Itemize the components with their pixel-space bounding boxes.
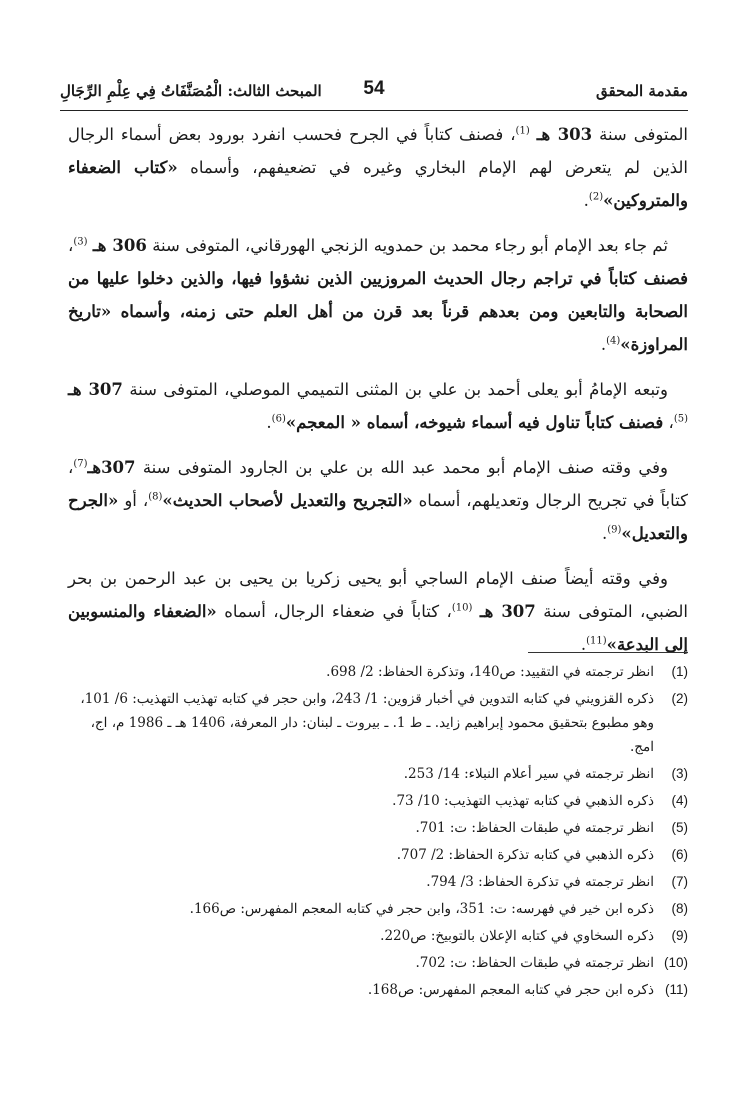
footnote: (8) ذكره ابن خير في فهرسه: ت: 351، وابن حجر في كتابه المعجم المفهرس: ص166. (189, 901, 688, 917)
footnote: (6) ذكره الذهبي في كتابه تذكرة الحفاظ: 2/ 707. (396, 847, 688, 863)
main-text (68, 118, 688, 673)
paragraph: ثم جاء بعد الإمام أبو رجاء محمد بن حمدويه الزنجي الهورقاني، المتوفى سنة 306 هـ $^{(3)}$، فصنف كتاباً في تراجم رجال الحديث المروزيين الذين نشؤوا فيها، والذين دخلوا عليها من الصحابة والتابعين ومن بعدهم قرناً بعد قرن من أهل العلم حتى زمنه، وأسماه «تاريخ المراوزة»$^{(4)}$. (68, 236, 688, 354)
footnote-divider (528, 652, 688, 653)
footnote: (5) انظر ترجمته في طبقات الحفاظ: ت: 701. (415, 820, 688, 836)
footnote: (3) انظر ترجمته في سير أعلام النبلاء: 14/ 253. (403, 766, 688, 782)
section-title: المبحث الثالث: الْمُصَنَّفَاتُ فِي عِلْمِ الرِّجَالِ (60, 82, 322, 100)
footnote: (4) ذكره الذهبي في كتابه تهذيب التهذيب: 10/ 73. (392, 793, 688, 809)
paragraph: وفي وقته صنف الإمام أبو محمد عبد الله بن علي بن الجارود المتوفى سنة 307هـ$^{(7)}$، كتاباً في تجريح الرجال وتعديلهم، أسماه «التجريح والتعديل لأصحاب الحديث»$^{(8)}$، أو «الجرح والتعديل»$^{(9)}$. (68, 458, 688, 543)
paragraph: وتبعه الإمامُ أبو يعلى أحمد بن علي بن المثنى التميمي الموصلي، المتوفى سنة 307 هـ $^{(5)}$، فصنف كتاباً تناول فيه أسماء شيوخه، أسماه « المعجم»$^{(6)}$. (68, 380, 688, 432)
footnote: (2) ذكره القزويني في كتابه التدوين في أخبار قزوين: 1/ 243، وابن حجر في كتابه تهذيب التهذيب: 6/ 101، وهو مطبوع بتحقيق محمود إبراهيم زايد. ـ ط 1. ـ بيروت ـ لبنان: دار المعرفة، 1406 هـ ـ 1986 م، اج، امج. (80, 691, 688, 755)
page-number: 54 (363, 78, 385, 99)
footnote: (11) ذكره ابن حجر في كتابه المعجم المفهرس: ص168. (367, 982, 688, 998)
footnote: (10) انظر ترجمته في طبقات الحفاظ: ت: 702. (415, 955, 688, 971)
footnote-ref: (2) (588, 191, 604, 203)
footnote-ref: (8) (148, 491, 163, 503)
footnote-ref: (1) (515, 125, 530, 137)
header-divider (60, 110, 688, 111)
footnote-ref: (11) (586, 635, 607, 647)
footnotes (68, 660, 688, 1005)
footnote-ref: (7) (73, 458, 88, 470)
footnote: (9) ذكره السخاوي في كتابه الإعلان بالتوبيخ: ص220. (380, 928, 688, 944)
footnote: (7) انظر ترجمته في تذكرة الحفاظ: 3/ 794. (426, 874, 688, 890)
footnote-ref: (6) (271, 413, 286, 425)
footnote-ref: (4) (606, 335, 621, 347)
footnote-ref: (9) (607, 524, 622, 536)
paragraph: وفي وقته أيضاً صنف الإمام الساجي أبو يحيى زكريا بن يحيى بن عبد الرحمن بن بحر الضبي، المتوفى سنة 307 هـ $^{(10)}$، كتاباً في ضعفاء الرجال، أسماه «الضعفاء والمنسوبين إلى البدعة»$^{(11)}$. (68, 569, 689, 654)
chapter-title: مقدمة المحقق (596, 82, 688, 100)
paragraph: المتوفى سنة 303 هـ $^{(1)}$، فصنف كتاباً في الجرح فحسب انفرد بورود بعض أسماء الرجال الذين لم يتعرض لهم الإمام البخاري وغيره في تضعيفهم، وأسماه «كتاب الضعفاء والمتروكين»$^{(2)}$. (68, 125, 689, 210)
running-header (60, 78, 688, 108)
footnote-ref: (10) (451, 602, 473, 614)
footnote-ref: (3) (73, 236, 88, 248)
footnote: (1) انظر ترجمته في التقييد: ص140، وتذكرة الحفاظ: 2/ 698. (326, 664, 688, 680)
footnote-ref: (5) (673, 413, 688, 425)
